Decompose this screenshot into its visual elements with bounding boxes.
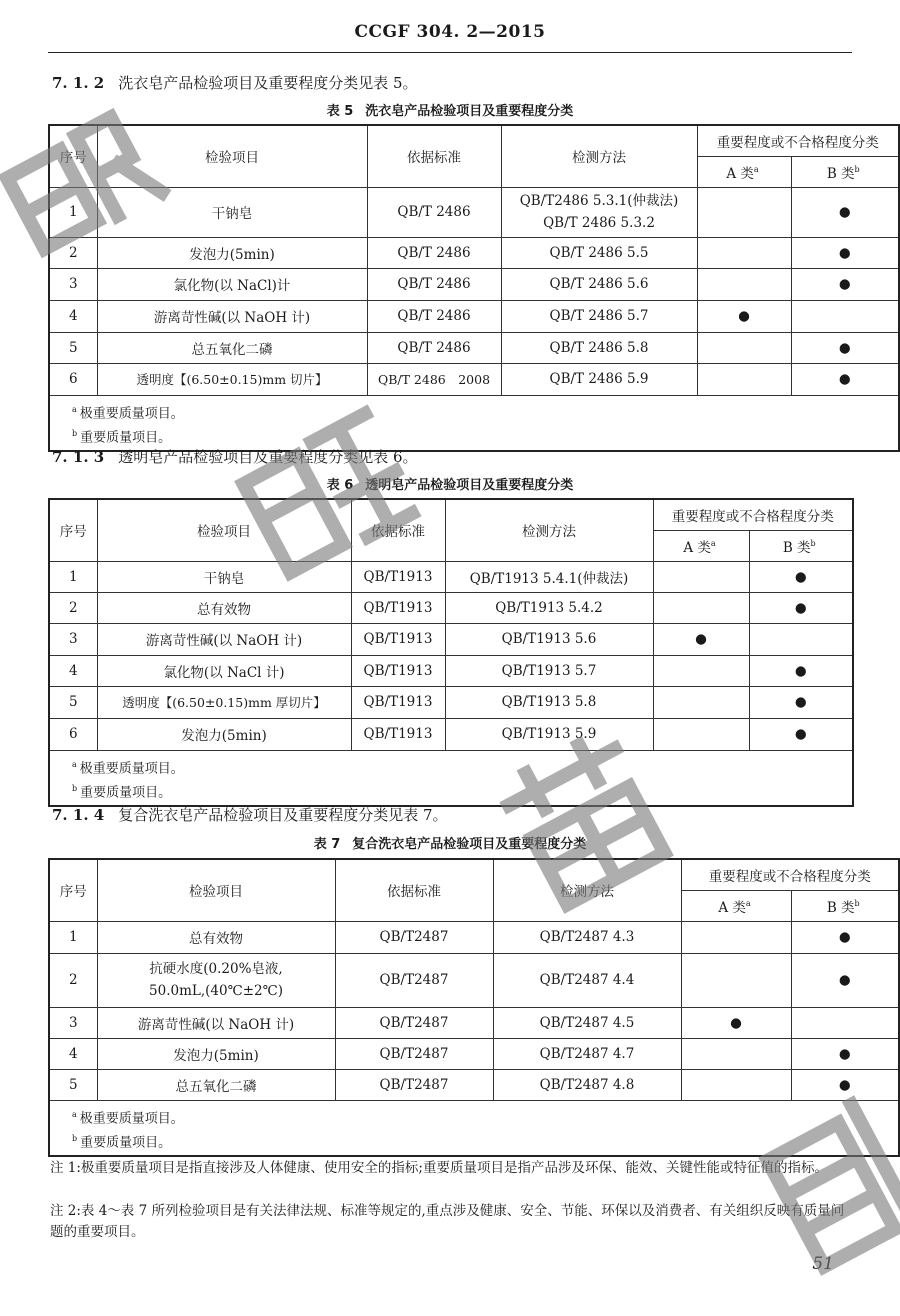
cell-class-a bbox=[697, 187, 791, 237]
footnote-cell bbox=[49, 1100, 899, 1156]
cell-class-b: ● bbox=[791, 1069, 899, 1100]
cell-method: QB/T 2486 5.5 bbox=[501, 237, 697, 268]
header-class-b: B 类$^b$ bbox=[749, 530, 853, 561]
footnote-a: $^a$ 极重要质量项目。 bbox=[72, 404, 184, 421]
cell-class-a bbox=[697, 363, 791, 395]
cell-method: QB/T1913 5.4.2 bbox=[445, 592, 653, 623]
cell-class-a: ● bbox=[653, 623, 749, 655]
table5-caption-text: 洗衣皂产品检验项目及重要程度分类 bbox=[365, 104, 574, 119]
table-row bbox=[49, 237, 899, 268]
cell-no: 3 bbox=[49, 623, 97, 655]
cell-method: QB/T2487 4.3 bbox=[493, 921, 681, 953]
cell-class-b: ● bbox=[791, 953, 899, 1007]
cell-class-a bbox=[653, 561, 749, 592]
note-1: 注 1:极重要质量项目是指直接涉及人体健康、使用安全的指标;重要质量项目是指产品涉及环保、能效、关键性能或特征值的指标。 bbox=[50, 1160, 828, 1176]
page-number: 51 bbox=[812, 1254, 834, 1274]
cell-method: QB/T1913 5.4.1(仲裁法) bbox=[445, 561, 653, 592]
header-importance: 重要程度或不合格程度分类 bbox=[653, 499, 853, 530]
cell-item: 氯化物(以 NaCl)计 bbox=[97, 268, 367, 300]
cell-class-a bbox=[681, 1038, 791, 1069]
cell-method: QB/T2487 4.5 bbox=[493, 1007, 681, 1038]
table-header-row bbox=[49, 125, 899, 156]
cell-class-b: ● bbox=[791, 268, 899, 300]
header-standard: 依据标准 bbox=[367, 125, 501, 187]
clause-text: 复合洗衣皂产品检验项目及重要程度分类见表 7。 bbox=[118, 806, 448, 824]
cell-no: 6 bbox=[49, 363, 97, 395]
table-row bbox=[49, 921, 899, 953]
cell-class-a bbox=[653, 718, 749, 750]
header-class-a: A 类$^a$ bbox=[653, 530, 749, 561]
cell-method: QB/T1913 5.7 bbox=[445, 655, 653, 686]
cell-class-b bbox=[791, 300, 899, 332]
footnote-b: $^b$ 重要质量项目。 bbox=[72, 783, 172, 801]
clause-text: 洗衣皂产品检验项目及重要程度分类见表 5。 bbox=[118, 74, 418, 92]
header-item: 检验项目 bbox=[97, 859, 335, 921]
cell-no: 4 bbox=[49, 1038, 97, 1069]
cell-class-b: ● bbox=[749, 592, 853, 623]
header-item: 检验项目 bbox=[97, 125, 367, 187]
header-seq: 序号 bbox=[49, 859, 97, 921]
cell-method: QB/T1913 5.6 bbox=[445, 623, 653, 655]
cell-standard: QB/T 2486 bbox=[367, 237, 501, 268]
cell-standard: QB/T 2486 bbox=[367, 332, 501, 363]
table6-caption bbox=[48, 474, 852, 493]
cell-class-b: ● bbox=[749, 561, 853, 592]
clause-text: 透明皂产品检验项目及重要程度分类见表 6。 bbox=[118, 448, 418, 466]
cell-standard: QB/T 2486 bbox=[367, 268, 501, 300]
clause-7-1-2 bbox=[52, 72, 418, 93]
cell-method: QB/T 2486 5.6 bbox=[501, 268, 697, 300]
cell-item: 发泡力(5min) bbox=[97, 718, 351, 750]
header-standard: 依据标准 bbox=[351, 499, 445, 561]
cell-method: QB/T2486 5.3.1(仲裁法) QB/T 2486 5.3.2 bbox=[501, 187, 697, 237]
cell-class-a bbox=[697, 332, 791, 363]
table-row bbox=[49, 187, 899, 237]
header-method: 检测方法 bbox=[501, 125, 697, 187]
table5-caption bbox=[48, 100, 852, 119]
cell-class-b bbox=[791, 1007, 899, 1038]
cell-item: 发泡力(5min) bbox=[97, 1038, 335, 1069]
cell-class-b bbox=[749, 623, 853, 655]
cell-item: 游离苛性碱(以 NaOH 计) bbox=[97, 1007, 335, 1038]
header-method: 检测方法 bbox=[493, 859, 681, 921]
table-row bbox=[49, 623, 853, 655]
cell-no: 1 bbox=[49, 187, 97, 237]
table-row bbox=[49, 332, 899, 363]
header-class-b: B 类$^b$ bbox=[791, 890, 899, 921]
cell-class-a: ● bbox=[681, 1007, 791, 1038]
cell-item: 干钠皂 bbox=[97, 561, 351, 592]
table-row bbox=[49, 268, 899, 300]
cell-class-b: ● bbox=[791, 1038, 899, 1069]
cell-item: 游离苛性碱(以 NaOH 计) bbox=[97, 300, 367, 332]
cell-standard: QB/T 2486 bbox=[367, 187, 501, 237]
cell-method: QB/T2487 4.7 bbox=[493, 1038, 681, 1069]
cell-item: 总有效物 bbox=[97, 592, 351, 623]
cell-no: 6 bbox=[49, 718, 97, 750]
note-2: 注 2:表 4～表 7 所列检验项目是有关法律法规、标准等规定的,重点涉及健康、安全、节能、环保以及消费者、有关组织反映有质量问题的重要项目。 bbox=[50, 1203, 845, 1240]
header-importance: 重要程度或不合格程度分类 bbox=[697, 125, 899, 156]
cell-class-a bbox=[681, 921, 791, 953]
cell-item: 干钠皂 bbox=[97, 187, 367, 237]
header-class-b: B 类$^b$ bbox=[791, 156, 899, 187]
table-footnotes bbox=[49, 1100, 899, 1156]
cell-method: QB/T 2486 5.7 bbox=[501, 300, 697, 332]
cell-class-b: ● bbox=[749, 686, 853, 718]
cell-no: 1 bbox=[49, 921, 97, 953]
cell-method: QB/T2487 4.4 bbox=[493, 953, 681, 1007]
cell-no: 5 bbox=[49, 1069, 97, 1100]
cell-standard: QB/T2487 bbox=[335, 1007, 493, 1038]
cell-class-b: ● bbox=[791, 921, 899, 953]
table7-caption-number: 表 7 bbox=[313, 837, 341, 852]
cell-standard: QB/T 2486 bbox=[367, 300, 501, 332]
cell-standard: QB/T1913 bbox=[351, 718, 445, 750]
table-header-row bbox=[49, 859, 899, 890]
clause-7-1-3 bbox=[52, 446, 418, 467]
header-method: 检测方法 bbox=[445, 499, 653, 561]
table7-caption-text: 复合洗衣皂产品检验项目及重要程度分类 bbox=[352, 837, 587, 852]
cell-standard: QB/T1913 bbox=[351, 561, 445, 592]
cell-class-a bbox=[681, 1069, 791, 1100]
table-row bbox=[49, 655, 853, 686]
cell-class-b: ● bbox=[791, 237, 899, 268]
footnote-cell bbox=[49, 750, 853, 806]
cell-standard: QB/T1913 bbox=[351, 623, 445, 655]
header-class-a: A 类$^a$ bbox=[697, 156, 791, 187]
table-footnotes bbox=[49, 750, 853, 806]
header-standard: 依据标准 bbox=[335, 859, 493, 921]
cell-no: 4 bbox=[49, 655, 97, 686]
cell-method: QB/T1913 5.9 bbox=[445, 718, 653, 750]
table-row bbox=[49, 718, 853, 750]
cell-standard: QB/T2487 bbox=[335, 1038, 493, 1069]
cell-no: 2 bbox=[49, 592, 97, 623]
cell-item: 透明度【(6.50±0.15)mm 厚切片】 bbox=[97, 686, 351, 718]
cell-item: 抗硬水度(0.20%皂液, 50.0mL,(40℃±2℃) bbox=[97, 953, 335, 1007]
cell-no: 5 bbox=[49, 686, 97, 718]
clause-number: 7. 1. 2 bbox=[52, 74, 105, 92]
header-item: 检验项目 bbox=[97, 499, 351, 561]
table5 bbox=[48, 124, 900, 452]
table7-caption bbox=[48, 833, 852, 852]
cell-item: 总五氧化二磷 bbox=[97, 332, 367, 363]
cell-method: QB/T 2486 5.8 bbox=[501, 332, 697, 363]
footnote-b: $^b$ 重要质量项目。 bbox=[72, 1133, 172, 1151]
table-row bbox=[49, 1038, 899, 1069]
footnote-a: $^a$ 极重要质量项目。 bbox=[72, 1109, 184, 1126]
table-row bbox=[49, 363, 899, 395]
cell-no: 2 bbox=[49, 953, 97, 1007]
cell-no: 1 bbox=[49, 561, 97, 592]
cell-no: 3 bbox=[49, 1007, 97, 1038]
table-row bbox=[49, 300, 899, 332]
clause-7-1-4 bbox=[52, 804, 448, 825]
table-footnotes bbox=[49, 395, 899, 451]
table-header-row bbox=[49, 499, 853, 530]
cell-class-a bbox=[653, 592, 749, 623]
table-row bbox=[49, 953, 899, 1007]
cell-item: 总五氧化二磷 bbox=[97, 1069, 335, 1100]
table6 bbox=[48, 498, 854, 807]
cell-item: 氯化物(以 NaCl 计) bbox=[97, 655, 351, 686]
table5-caption-number: 表 5 bbox=[326, 104, 354, 119]
table-row bbox=[49, 1069, 899, 1100]
table6-caption-text: 透明皂产品检验项目及重要程度分类 bbox=[365, 478, 574, 493]
cell-item: 透明度【(6.50±0.15)mm 切片】 bbox=[97, 363, 367, 395]
header-seq: 序号 bbox=[49, 125, 97, 187]
cell-item: 总有效物 bbox=[97, 921, 335, 953]
footnote-cell bbox=[49, 395, 899, 451]
table-row bbox=[49, 561, 853, 592]
cell-standard: QB/T2487 bbox=[335, 921, 493, 953]
header-class-a: A 类$^a$ bbox=[681, 890, 791, 921]
cell-class-a bbox=[653, 655, 749, 686]
cell-class-a: ● bbox=[697, 300, 791, 332]
footnote-a: $^a$ 极重要质量项目。 bbox=[72, 759, 184, 776]
table-row bbox=[49, 686, 853, 718]
cell-standard: QB/T2487 bbox=[335, 953, 493, 1007]
cell-item: 发泡力(5min) bbox=[97, 237, 367, 268]
cell-class-b: ● bbox=[791, 363, 899, 395]
table7 bbox=[48, 858, 900, 1157]
table-row bbox=[49, 592, 853, 623]
table-row bbox=[49, 1007, 899, 1038]
cell-class-b: ● bbox=[749, 655, 853, 686]
document-code: CCGF 304. 2—2015 bbox=[354, 22, 546, 42]
cell-class-b: ● bbox=[749, 718, 853, 750]
cell-standard: QB/T 2486 2008 bbox=[367, 363, 501, 395]
cell-method: QB/T1913 5.8 bbox=[445, 686, 653, 718]
cell-no: 2 bbox=[49, 237, 97, 268]
table6-caption-number: 表 6 bbox=[326, 478, 354, 493]
cell-no: 3 bbox=[49, 268, 97, 300]
cell-method: QB/T2487 4.8 bbox=[493, 1069, 681, 1100]
cell-class-a bbox=[697, 268, 791, 300]
header-rule bbox=[48, 52, 852, 53]
footnote-b: $^b$ 重要质量项目。 bbox=[72, 428, 172, 446]
cell-method: QB/T 2486 5.9 bbox=[501, 363, 697, 395]
header-importance: 重要程度或不合格程度分类 bbox=[681, 859, 899, 890]
cell-standard: QB/T2487 bbox=[335, 1069, 493, 1100]
cell-item: 游离苛性碱(以 NaOH 计) bbox=[97, 623, 351, 655]
cell-class-a bbox=[697, 237, 791, 268]
cell-standard: QB/T1913 bbox=[351, 686, 445, 718]
cell-standard: QB/T1913 bbox=[351, 592, 445, 623]
clause-number: 7. 1. 4 bbox=[52, 806, 105, 824]
clause-number: 7. 1. 3 bbox=[52, 448, 105, 466]
cell-standard: QB/T1913 bbox=[351, 655, 445, 686]
cell-class-a bbox=[653, 686, 749, 718]
cell-no: 5 bbox=[49, 332, 97, 363]
header-seq: 序号 bbox=[49, 499, 97, 561]
cell-class-a bbox=[681, 953, 791, 1007]
cell-class-b: ● bbox=[791, 332, 899, 363]
cell-class-b: ● bbox=[791, 187, 899, 237]
cell-no: 4 bbox=[49, 300, 97, 332]
